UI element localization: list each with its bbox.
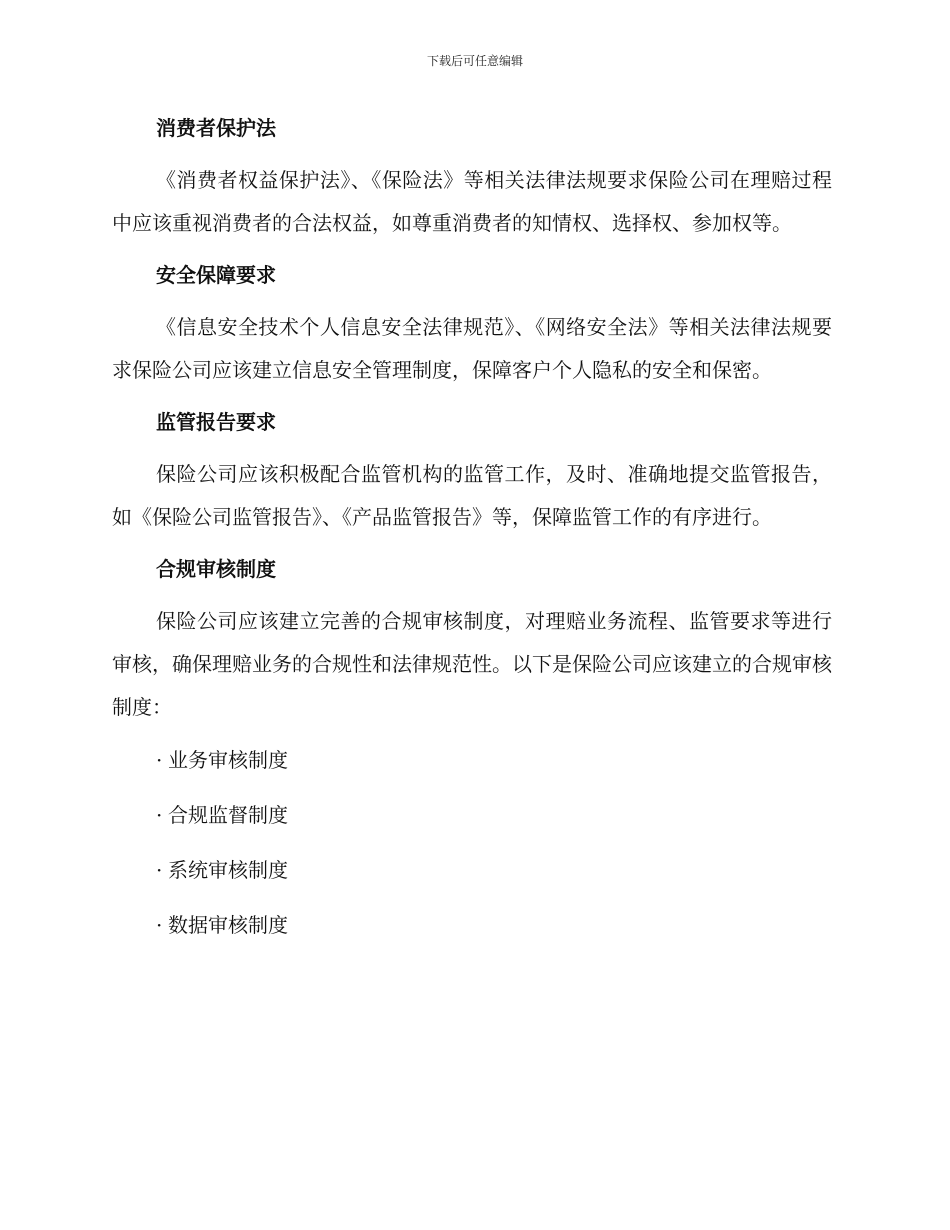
- bullet-icon: ·: [156, 913, 163, 937]
- list-item: [112, 739, 832, 782]
- section-heading-security: 安全保障要求: [156, 263, 276, 287]
- compliance-system-list: [112, 739, 832, 947]
- section-heading-compliance-review: 合规审核制度: [156, 557, 276, 581]
- section-heading-regulatory-reporting: 监管报告要求: [156, 410, 276, 434]
- list-item-label: 系统审核制度: [168, 858, 288, 882]
- section-paragraph-compliance-review: 保险公司应该建立完善的合规审核制度，对理赔业务流程、监管要求等进行审核，确保理赔业务的合规性和法律规范性。以下是保险公司应该建立的合规审核制度：: [112, 609, 832, 719]
- bullet-icon: ·: [156, 748, 163, 772]
- section-paragraph-regulatory-reporting: 保险公司应该积极配合监管机构的监管工作，及时、准确地提交监管报告，如《保险公司监管报告》、《产品监管报告》等，保障监管工作的有序进行。: [112, 462, 832, 529]
- list-item-label: 业务审核制度: [168, 748, 288, 772]
- bullet-icon: ·: [156, 803, 163, 827]
- section-paragraph-consumer-protection: 《消费者权益保护法》、《保险法》等相关法律法规要求保险公司在理赔过程中应该重视消费者的合法权益，如尊重消费者的知情权、选择权、参加权等。: [112, 168, 832, 235]
- list-item-label: 数据审核制度: [168, 913, 288, 937]
- section-paragraph-security: 《信息安全技术个人信息安全法律规范》、《网络安全法》等相关法律法规要求保险公司应该建立信息安全管理制度，保障客户个人隐私的安全和保密。: [112, 315, 832, 382]
- list-item-label: 合规监督制度: [168, 803, 288, 827]
- document-body: [112, 108, 832, 959]
- list-item: [112, 849, 832, 892]
- bullet-icon: ·: [156, 858, 163, 882]
- section-heading-consumer-protection: 消费者保护法: [156, 116, 276, 140]
- list-item: [112, 794, 832, 837]
- page-header: 下载后可任意编辑: [426, 54, 523, 68]
- list-item: [112, 904, 832, 947]
